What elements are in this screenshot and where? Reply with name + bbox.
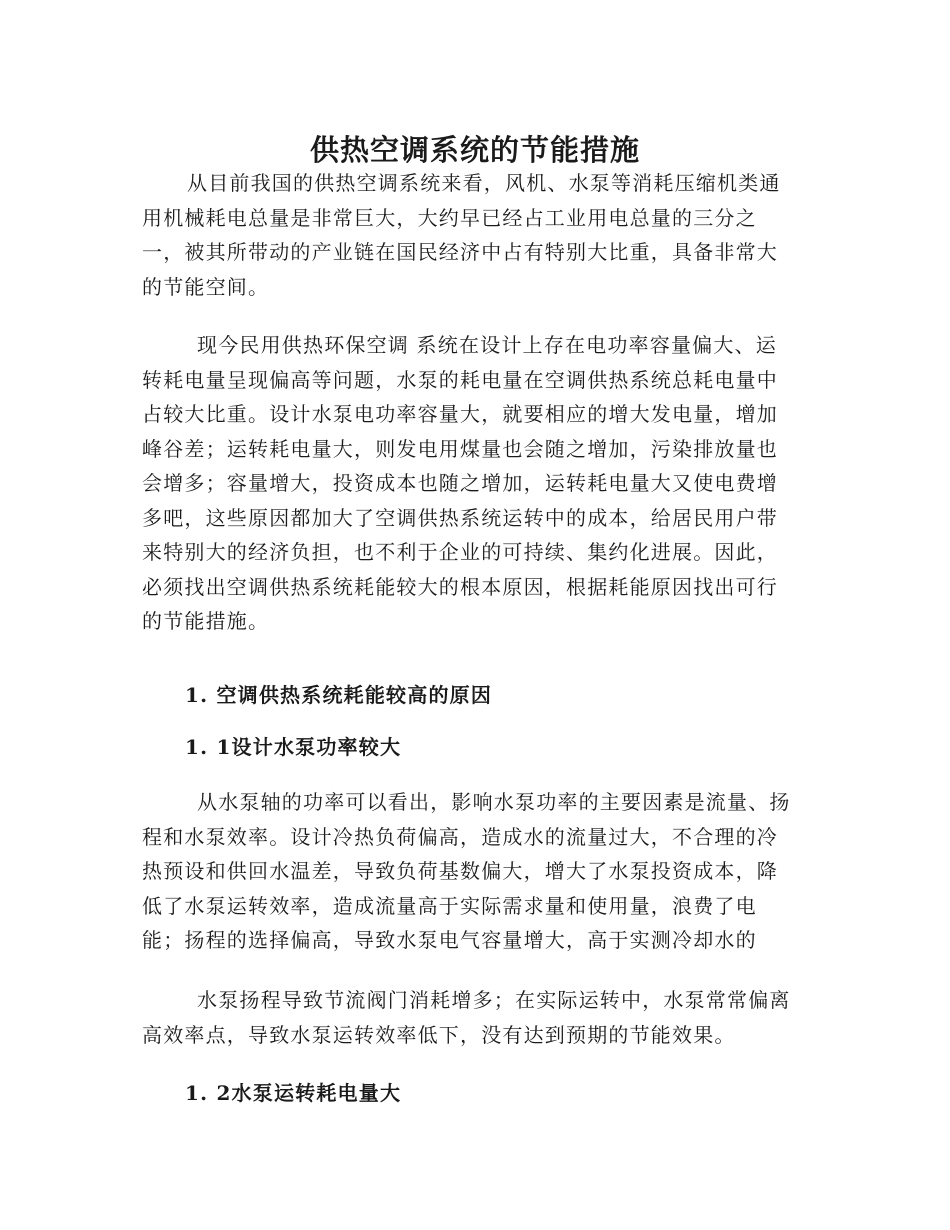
paragraph-line: 占较大比重。设计水泵电功率容量大，就要相应的增大发电量，增加 bbox=[142, 402, 778, 426]
paragraph-line: 现今民用供热环保空调 系统在设计上存在电功率容量偏大、运 bbox=[197, 333, 777, 357]
paragraph-line: 来特别大的经济负担，也不利于企业的可持续、集约化进展。因此， bbox=[142, 540, 778, 564]
paragraph-line: 能；扬程的选择偏高，导致水泵电气容量增大，高于实测冷却水的 bbox=[142, 928, 757, 952]
paragraph-current-issues bbox=[142, 328, 802, 639]
paragraph-pump-power bbox=[142, 785, 802, 958]
paragraph-line: 会增多；容量增大，投资成本也随之增加，运转耗电量大又使电费增 bbox=[142, 471, 778, 495]
paragraph-line: 的节能空间。 bbox=[142, 274, 270, 299]
subsection-heading: 1. 1设计水泵功率较大 bbox=[185, 735, 402, 759]
paragraph-pump-head bbox=[142, 983, 802, 1052]
paragraph-line: 程和水泵效率。设计冷热负荷偏高，造成水的流量过大，不合理的冷 bbox=[142, 824, 778, 849]
subsection-heading: 1. 2水泵运转耗电量大 bbox=[185, 1081, 402, 1105]
paragraph-line: 必须找出空调供热系统耗能较大的根本原因，根据耗能原因找出可行 bbox=[142, 574, 778, 599]
paragraph-line: 高效率点，导致水泵运转效率低下，没有达到预期的节能效果。 bbox=[142, 1022, 736, 1047]
paragraph-line: 从目前我国的供热空调系统来看，风机、水泵等消耗压缩机类通 bbox=[187, 171, 781, 195]
paragraph-line: 低了水泵运转效率，造成流量高于实际需求量和使用量，浪费了电 bbox=[142, 893, 757, 918]
section-heading: 1. 空调供热系统耗能较高的原因 bbox=[185, 683, 493, 707]
paragraph-line: 水泵扬程导致节流阀门消耗增多；在实际运转中，水泵常常偏离 bbox=[197, 988, 791, 1012]
paragraph-line: 一，被其所带动的产业链在国民经济中占有特别大比重，具备非常大 bbox=[142, 240, 778, 264]
document-title: 供热空调系统的节能措施 bbox=[309, 133, 640, 168]
paragraph-line: 热预设和供回水温差，导致负荷基数偏大，增大了水泵投资成本，降 bbox=[142, 859, 778, 883]
paragraph-line: 用机械耗电总量是非常巨大，大约早已经占工业用电总量的三分之 bbox=[142, 205, 757, 230]
paragraph-line: 从水泵轴的功率可以看出，影响水泵功率的主要因素是流量、扬 bbox=[197, 790, 791, 814]
paragraph-line: 转耗电量呈现偏高等问题，水泵的耗电量在空调供热系统总耗电量中 bbox=[142, 367, 778, 392]
paragraph-intro bbox=[142, 166, 802, 304]
paragraph-line: 峰谷差；运转耗电量大，则发电用煤量也会随之增加，污染排放量也 bbox=[142, 436, 778, 461]
paragraph-line: 多吧，这些原因都加大了空调供热系统运转中的成本，给居民用户带 bbox=[142, 505, 778, 530]
paragraph-line: 的节能措施。 bbox=[142, 609, 270, 633]
